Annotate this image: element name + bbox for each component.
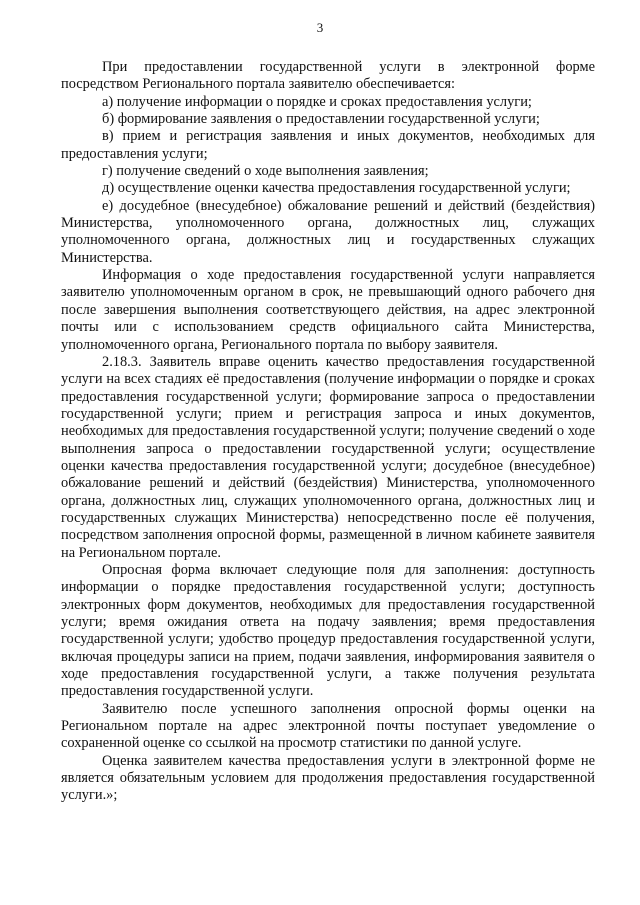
list-item-v: в) прием и регистрация заявления и иных документов, необходимых для предоставления услуги; (61, 128, 595, 162)
page-number: 3 (316, 20, 324, 35)
paragraph-notification: Заявителю после успешного заполнения опросной формы оценки на Региональном портале на адрес электронной почты поступает уведомление о сохраненной оценке со ссылкой на просмотр статистики по данной услуге. (61, 700, 595, 752)
paragraph-2-18-3: 2.18.3. Заявитель вправе оценить качество предоставления государственной услуги на всех стадиях её предоставления (получение информации о порядке и сроках предоставления государственной услуги; формирование запроса о предоставлении государственной услуги; прием и регистрация запроса и иных документов, необходимых для предоставления государственной услуги; получение сведений о ходе выполнения запроса о предоставлении государственной услуги; осуществление оценки качества предоставления государственной услуги; досудебное (внесудебное) обжалование решений и действий (бездействия) Министерства, уполномоченного органа, должностных лиц, служащих уполномоченного органа, должностных лиц и государственных служащих Министерства) непосредственно после её получения, посредством заполнения опросной формы, размещенной в личном кабинете заявителя на Региональном портале. (61, 353, 595, 561)
list-item-g: г) получение сведений о ходе выполнения заявления; (102, 163, 429, 180)
paragraph-survey-form: Опросная форма включает следующие поля для заполнения: доступность информации о порядке предоставления государственной услуги; доступность электронных форм документов, необходимых для предоставления государственной услуги; время ожидания ответа на подачу заявления; время предоставления государственной услуги; удобство процедур предоставления государственной услуги, включая процедуры записи на прием, подачи заявления, информирования заявителя о ходе предоставления государственной услуги, а также получения результата предоставления государственной услуги. (61, 561, 595, 700)
paragraph-info-progress: Информация о ходе предоставления государственной услуги направляется заявителю уполномоченным органом в срок, не превышающий одного рабочего дня после завершения выполнения соответствующего действия, на адрес электронной почты или с использованием средств официального сайта Министерства, уполномоченного органа, Регионального портала по выбору заявителя. (61, 267, 595, 353)
paragraph-intro: При предоставлении государственной услуги в электронной форме посредством Регионального портала заявителю обеспечивается: (61, 59, 595, 93)
list-item-d: д) осуществление оценки качества предоставления государственной услуги; (102, 180, 571, 197)
list-item-b: б) формирование заявления о предоставлении государственной услуги; (102, 111, 540, 128)
paragraph-evaluation-optional: Оценка заявителем качества предоставления услуги в электронной форме не является обязательным условием для продолжения предоставления государственной услуги.»; (61, 752, 595, 804)
document-body (61, 59, 595, 805)
list-item-e: е) досудебное (внесудебное) обжалование решений и действий (бездействия) Министерства, уполномоченного органа, должностных лиц, служащих уполномоченного органа, должностных лиц и государственных служащих Министерства. (61, 197, 595, 266)
list-item-a: а) получение информации о порядке и сроках предоставления услуги; (102, 93, 532, 110)
